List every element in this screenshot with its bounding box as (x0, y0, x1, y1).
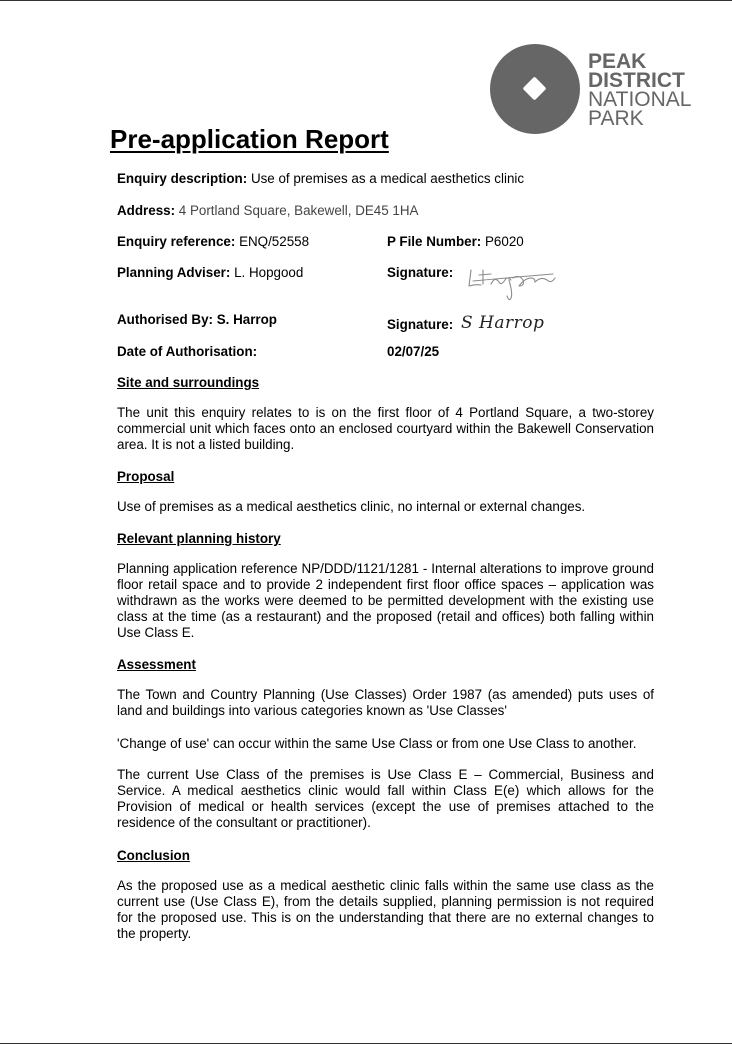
history-heading: Relevant planning history (117, 531, 281, 546)
conclusion-text: As the proposed use as a medical aesthetic clinic falls within the same use class as the current use (Use Class E), from the details supplied, planning permission is not required for the proposed use. This is on the understanding that there are no external changes to the property. (117, 878, 654, 941)
planning-adviser-value: L. Hopgood (234, 265, 304, 280)
date-of-authorisation-value-row (387, 344, 439, 360)
logo-diamond-icon (522, 76, 546, 100)
logo-line-2: DISTRICT (588, 69, 685, 92)
site-text: The unit this enquiry relates to is on the first floor of 4 Portland Square, a two-storey commercial unit which faces onto an enclosed courtyard within the Bakewell Conservation area. It is not a listed building. (117, 405, 654, 452)
enquiry-description-row (117, 171, 524, 187)
enquiry-reference-value: ENQ/52558 (239, 234, 310, 249)
assessment-text-3: The current Use Class of the premises is Use Class E – Commercial, Business and Service. A medical aesthetics clinic would fall within Class E(e) which allows for the Provision of medical or health services (except the use of premises attached to the residence of the consultant or practitioner). (117, 767, 654, 830)
enquiry-reference-label: Enquiry reference: (117, 234, 236, 249)
date-of-authorisation-label: Date of Authorisation: (117, 344, 258, 359)
assessment-text-1: The Town and Country Planning (Use Classes) Order 1987 (as amended) puts uses of land and buildings into various categories known as 'Use Classes' (117, 687, 654, 718)
authorised-by-value: S. Harrop (216, 312, 277, 327)
page-bottom-border (0, 1043, 732, 1044)
assessment-text-2: 'Change of use' can occur within the same Use Class or from one Use Class to another. (117, 736, 637, 751)
logo-text (588, 52, 691, 128)
logo-line-4: PARK (588, 107, 644, 130)
proposal-heading: Proposal (117, 469, 175, 484)
authorised-by-row (117, 312, 277, 328)
page-title: Pre-application Report (110, 124, 389, 154)
signature-label-row (387, 265, 453, 281)
signature2-value: S Harrop (461, 313, 545, 333)
logo-line-1: PEAK (588, 50, 647, 73)
signature2-label-row (387, 317, 453, 333)
address-row (117, 203, 418, 219)
date-of-authorisation-row (117, 344, 257, 360)
enquiry-description-label: Enquiry description: (117, 171, 248, 186)
authorised-by-label: Authorised By: (117, 312, 213, 327)
enquiry-reference-row (117, 234, 309, 250)
p-file-number-label: P File Number: (387, 234, 482, 249)
site-heading: Site and surroundings (117, 375, 260, 390)
signature-label: Signature: (387, 265, 454, 280)
address-label: Address: (117, 203, 176, 218)
assessment-heading: Assessment (117, 657, 196, 672)
logo-circle-icon (490, 44, 580, 134)
date-of-authorisation-value: 02/07/25 (387, 344, 440, 359)
signature-scribble-icon (465, 264, 559, 302)
p-file-number-value: P6020 (485, 234, 524, 249)
logo-line-3: NATIONAL (588, 88, 692, 111)
planning-adviser-row (117, 265, 303, 281)
p-file-number-row (387, 234, 524, 250)
enquiry-description-value: Use of premises as a medical aesthetics clinic (250, 171, 525, 186)
address-value: 4 Portland Square, Bakewell, DE45 1HA (178, 203, 419, 218)
history-text: Planning application reference NP/DDD/1121/1281 - Internal alterations to improve ground floor retail space and to provide 2 independent first floor office spaces – application was withdrawn as the works were deemed to be permitted development with the existing use class at the time (as a restaurant) and the proposed (retail and offices) both falling within Use Class E. (117, 561, 654, 640)
proposal-text: Use of premises as a medical aesthetics clinic, no internal or external changes. (117, 499, 586, 514)
page-top-border (0, 0, 732, 1)
signature2-label: Signature: (387, 317, 454, 332)
conclusion-heading: Conclusion (117, 848, 190, 863)
peak-district-logo (490, 44, 720, 136)
planning-adviser-label: Planning Adviser: (117, 265, 231, 280)
